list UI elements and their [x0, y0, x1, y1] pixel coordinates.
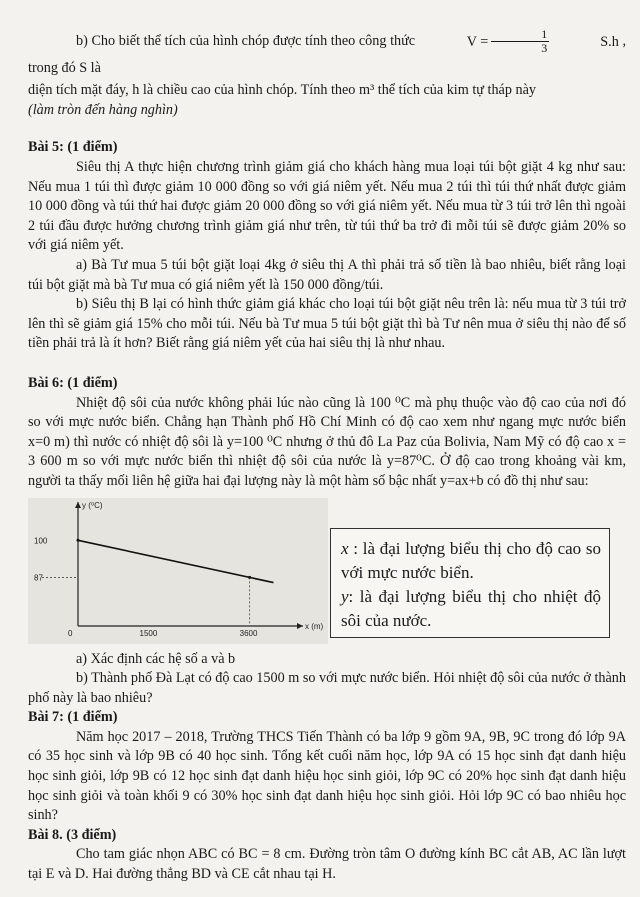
y-tick-label: 87	[34, 572, 43, 582]
data-point	[77, 538, 80, 541]
formula-denominator: 3	[541, 41, 548, 56]
legend-y	[341, 585, 601, 633]
legend-x-var: x	[341, 538, 349, 558]
bai6-question-b: b) Thành phố Đà Lạt có độ cao 1500 m so với mực nước biển. Hỏi nhiệt độ sôi của nước ở thành phố này là bao nhiêu?	[28, 670, 626, 706]
chart-legend-box	[330, 528, 610, 638]
x-axis-label: x (m)	[305, 621, 324, 631]
chart-svg	[28, 498, 328, 644]
formula-numerator: 1	[491, 28, 549, 42]
intro-line-3: (làm tròn đến hàng nghìn)	[28, 101, 178, 118]
boiling-point-chart	[28, 498, 328, 644]
bai7-paragraph: Năm học 2017 – 2018, Trường THCS Tiến Thành có ba lớp 9 gồm 9A, 9B, 9C trong đó lớp 9A có 35 học sinh và lớp 9B có 40 học sinh. Tổng kết cuối năm học, lớp 9A có 15 học sinh đạt danh hiệu học sinh giỏi, lớp 9B có 12 học sinh đạt danh hiệu học sinh giỏi, lớp 9C có 20% học sinh đạt danh hiệu học sinh giỏi và toàn khối 9 có 30% học sinh đạt danh hiệu học sinh giỏi. Hỏi lớp 9C có bao nhiêu học sinh?	[28, 728, 626, 824]
bai8-paragraph: Cho tam giác nhọn ABC có BC = 8 cm. Đường tròn tâm O đường kính BC cắt AB, AC lần lượt tại E và D. Hai đường thẳng BD và CE cắt nhau tại H.	[28, 846, 626, 883]
formula-rhs: S.h	[600, 33, 619, 50]
bai6-paragraph: Nhiệt độ sôi của nước không phải lúc nào cũng là 100 ⁰C mà phụ thuộc vào độ cao của nơi đó so với mực nước biển. Chẳng hạn Thành phố Hồ Chí Minh có độ cao xem như ngang mực nước biển x=0 m) thì nước có nhiệt độ sôi là y=100 ⁰C nhưng ở thủ đô La Paz của Bolivia, Nam Mỹ có độ cao x = 3 600 m so với mực nước biển thì nhiệt độ sôi của nước là y=87⁰C. Ở độ cao trong khoảng vài km, người ta thấy mối liên hệ giữa hai đại lượng này là một hàm số bậc nhất y=ax+b có đồ thị như sau:	[28, 394, 626, 489]
bai5-question-b: b) Siêu thị B lại có hình thức giảm giá khác cho loại túi bột giặt nêu trên là: nếu mua từ 3 túi trở lên thì sẽ giảm giá 15% cho mỗi túi. Nếu bà Tư mua 5 túi bột giặt thì bà Tư nên mua ở siêu thị nào để số tiền phải trả là ít hơn? Biết rằng giá niêm yết của hai siêu thị là như nhau.	[28, 296, 626, 352]
formula-lhs: V =	[466, 33, 489, 50]
intro-line-b-suffix: , trong đó S là	[28, 33, 627, 77]
bai7-title: Bài 7: (1 điểm)	[28, 709, 118, 726]
legend-x	[341, 537, 601, 585]
x-tick-label: 3600	[239, 628, 258, 638]
bai5-paragraph: Siêu thị A thực hiện chương trình giảm giá cho khách hàng mua loại túi bột giặt 4 kg như sau: Nếu mua 1 túi thì được giảm 10 000 đồng so với giá niêm yết. Nếu mua 2 túi thì túi thứ nhất được giảm 10 000 đồng và túi thứ hai được giảm 20 000 đồng so với giá niêm yết. Nếu mua từ 3 túi trở lên thì ngoài 2 túi đầu được hưởng chương trình giảm giá như trên, từ túi thứ ba trở đi mỗi túi sẽ được giảm 20% so với giá niêm yết.	[28, 159, 626, 254]
bai6-figure	[28, 498, 626, 646]
y-tick-label: 100	[34, 535, 48, 545]
y-axis-label: y (⁰C)	[82, 500, 103, 510]
bai6-question-a: a) Xác định các hệ số a và b	[76, 650, 236, 667]
legend-x-text: : là đại lượng biểu thị cho độ cao so với mực nước biển.	[341, 538, 602, 582]
bai6-title: Bài 6: (1 điểm)	[28, 374, 118, 391]
intro-line-2: diện tích mặt đáy, h là chiều cao của hình chóp. Tính theo m³ thể tích của kim tự tháp này	[28, 82, 536, 99]
y-axis-arrow	[75, 502, 81, 508]
legend-y-text: : là đại lượng biểu thị cho nhiệt độ sôi của nước.	[341, 586, 601, 630]
legend-y-var: y	[341, 586, 349, 606]
x-tick-label: 1500	[139, 628, 158, 638]
bai5-title: Bài 5: (1 điểm)	[28, 139, 118, 156]
data-point	[248, 575, 251, 578]
intro-line-b-text: b) Cho biết thể tích của hình chóp được tính theo công thức	[76, 33, 416, 49]
x-axis-arrow	[297, 623, 303, 629]
formula-fraction	[491, 28, 549, 55]
series-line	[78, 540, 273, 582]
bai5-question-a: a) Bà Tư mua 5 túi bột giặt loại 4kg ở siêu thị A thì phải trả số tiền là bao nhiêu, biết rằng loại túi bột giặt mà bà Tư mua có giá niêm yết là 150 000 đồng/túi.	[28, 256, 626, 293]
x-tick-label: 0	[68, 628, 73, 638]
bai8-title: Bài 8. (3 điểm)	[28, 826, 117, 843]
volume-formula	[419, 28, 619, 55]
intro-line-b	[28, 28, 626, 81]
